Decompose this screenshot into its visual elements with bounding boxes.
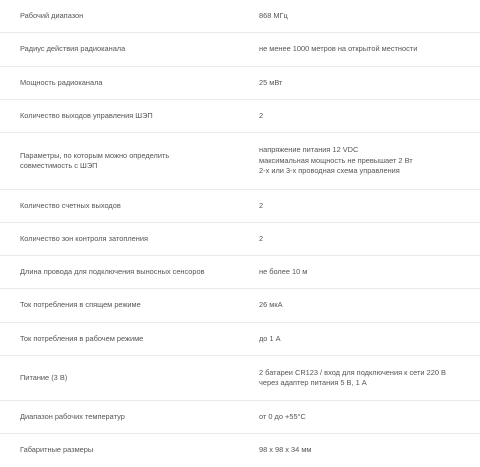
- spec-row-sensor-wire-length: [0, 256, 480, 289]
- spec-value: 26 мкА: [259, 300, 283, 310]
- spec-value: не менее 1000 метров на открытой местности: [259, 44, 418, 54]
- spec-label: Мощность радиоканала: [20, 77, 103, 87]
- spec-label: Радиус действия радиоканала: [20, 44, 126, 54]
- spec-row-frequency-range: [0, 0, 480, 33]
- spec-value: 25 мВт: [259, 77, 283, 87]
- spec-value: 868 МГц: [259, 10, 288, 20]
- spec-label: Параметры, по которым можно определить совместимость с ШЭП: [20, 150, 170, 170]
- spec-row-sleep-current: [0, 289, 480, 323]
- spec-row-dimensions: [0, 434, 480, 467]
- spec-label: Длина провода для подключения выносных сенсоров: [20, 266, 205, 276]
- spec-label: Количество счетных выходов: [20, 200, 121, 210]
- spec-row-compatibility: [0, 133, 480, 190]
- spec-label: Диапазон рабочих температур: [20, 411, 125, 421]
- spec-value: не более 10 м: [259, 266, 308, 276]
- spec-value: 2: [259, 110, 264, 120]
- spec-row-radio-range: [0, 33, 480, 67]
- spec-label: Количество зон контроля затопления: [20, 233, 148, 243]
- spec-label: Количество выходов управления ШЭП: [20, 110, 153, 120]
- spec-row-flood-zones: [0, 223, 480, 256]
- spec-label: Ток потребления в рабочем режиме: [20, 333, 144, 343]
- spec-value: до 1 А: [259, 333, 281, 343]
- spec-value: 98 х 98 х 34 мм: [259, 445, 312, 455]
- spec-row-operating-temperature: [0, 401, 480, 434]
- spec-value: 2 батареи CR123 / вход для подключения к сети 220 В через адаптер питания 5 В, 1 А: [259, 367, 446, 387]
- spec-row-work-current: [0, 323, 480, 356]
- spec-row-power-supply: [0, 356, 480, 401]
- spec-label: Ток потребления в спящем режиме: [20, 300, 141, 310]
- spec-row-counter-outputs: [0, 190, 480, 223]
- spec-value: напряжение питания 12 VDC максимальная мощность не превышает 2 Вт 2-х или 3-х проводная схема управления: [259, 145, 413, 176]
- spec-value: от 0 до +55°С: [259, 411, 306, 421]
- spec-value: 2: [259, 200, 264, 210]
- spec-label: Рабочий диапазон: [20, 10, 84, 20]
- spec-value: 2: [259, 233, 264, 243]
- spec-label: Габаритные размеры: [20, 445, 94, 455]
- spec-label: Питание (3 В): [20, 372, 68, 382]
- spec-row-valve-outputs: [0, 100, 480, 133]
- spec-row-radio-power: [0, 67, 480, 100]
